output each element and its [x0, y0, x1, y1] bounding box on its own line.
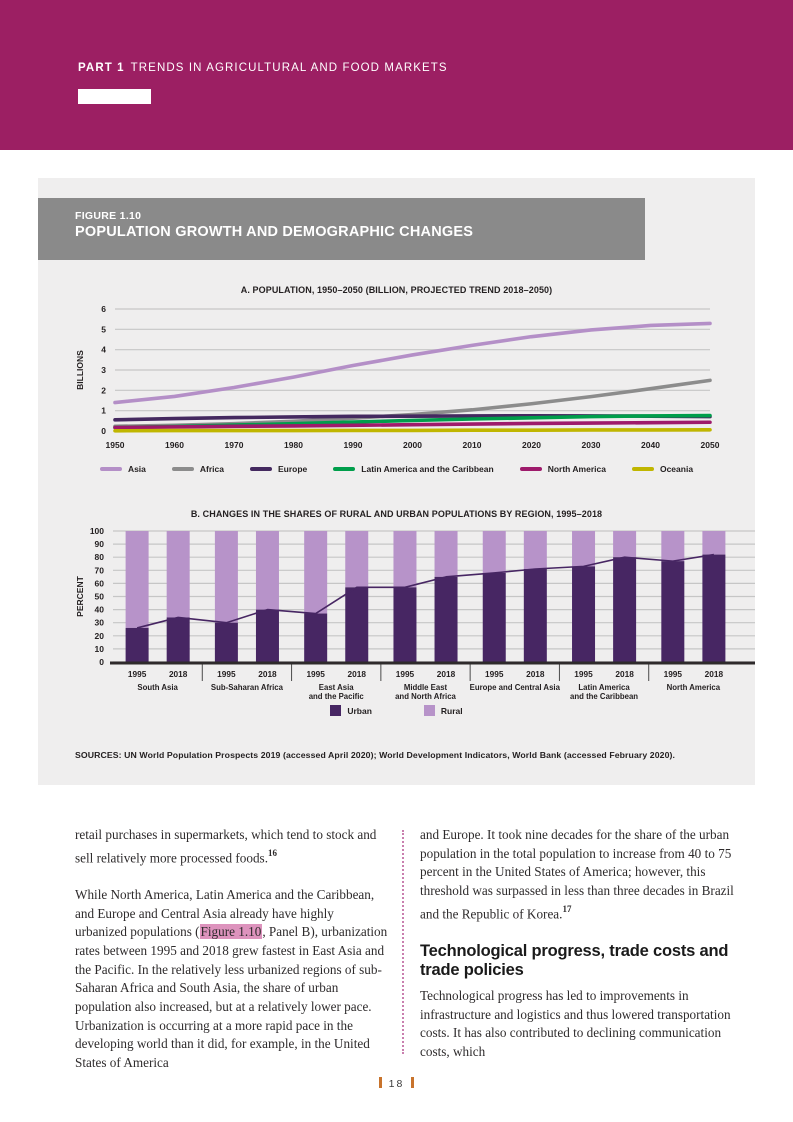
year-label: 2018: [704, 669, 724, 679]
x-tick-label: 2010: [462, 440, 482, 450]
part-banner: [0, 0, 793, 150]
legend-label: Latin America and the Caribbean: [361, 464, 494, 474]
paragraph: [420, 826, 734, 924]
x-tick-label: 1980: [284, 440, 303, 450]
legend-item: [330, 705, 372, 716]
rural-bar: [702, 531, 725, 555]
y-tick-label: 3: [101, 365, 106, 375]
legend-item: [333, 464, 493, 474]
body-column-right: [420, 826, 734, 1080]
column-divider: [402, 830, 404, 1054]
legend-swatch: [520, 467, 542, 471]
year-label: 2018: [526, 669, 545, 679]
year-label: 2018: [168, 669, 188, 679]
y-tick-label: 2: [101, 385, 106, 396]
urban-bar: [345, 587, 368, 662]
figure-panel: [38, 178, 755, 785]
year-label: 1995: [306, 669, 325, 679]
legend-label: Rural: [440, 705, 463, 716]
rural-bar: [256, 531, 279, 610]
population-line-chart: [38, 298, 755, 463]
footer-bar-right: [411, 1077, 414, 1088]
legend-swatch: [250, 467, 272, 471]
y-tick-label: 20: [94, 630, 104, 641]
legend-label: Asia: [127, 464, 146, 474]
chart-b-legend: [38, 705, 755, 716]
paragraph: [420, 987, 734, 1062]
urban-bar: [702, 555, 725, 662]
region-label: South Asia: [137, 683, 178, 692]
legend-item: [520, 464, 606, 474]
series-line-oceania: [115, 430, 710, 431]
y-tick-label: 5: [101, 324, 106, 335]
year-label: 1995: [663, 669, 683, 679]
x-tick-label: 2000: [403, 440, 422, 450]
paragraph-text: retail purchases in supermarkets, which tend to stock and sell relatively more processed foods.: [75, 827, 377, 866]
rural-bar: [345, 531, 368, 587]
rural-bar: [435, 531, 458, 577]
urban-bar: [435, 577, 458, 662]
rural-bar: [572, 531, 595, 566]
year-label: 1995: [574, 669, 593, 679]
y-tick-label: 0: [101, 426, 106, 436]
region-label: East Asia: [318, 683, 354, 692]
x-tick-label: 2050: [700, 440, 720, 450]
x-tick-label: 2020: [522, 440, 541, 450]
urban-bar: [215, 623, 238, 662]
y-tick-label: 6: [101, 304, 106, 314]
legend-swatch: [333, 467, 355, 471]
page-footer: [0, 1077, 793, 1090]
y-tick-label: 50: [94, 591, 104, 602]
rural-bar: [393, 531, 416, 587]
region-label: Europe and Central Asia: [469, 683, 560, 692]
region-label: and the Caribbean: [570, 692, 639, 701]
part-marker-box: [78, 89, 151, 104]
rural-bar: [524, 531, 547, 569]
x-tick-label: 1990: [343, 440, 363, 450]
paragraph: [75, 826, 389, 868]
urban-bar: [167, 617, 190, 662]
figure-sources: SOURCES: UN World Population Prospects 2019 (accessed April 2020); World Development Indicators, World Bank (accessed February 2020).: [75, 750, 676, 760]
figure-title: POPULATION GROWTH AND DEMOGRAPHIC CHANGES: [75, 224, 474, 240]
rural-bar: [613, 531, 636, 557]
year-label: 2018: [615, 669, 634, 679]
paragraph: [75, 886, 389, 1073]
page-number: 18: [388, 1078, 405, 1090]
x-tick-label: 2030: [581, 440, 601, 450]
urban-bar: [126, 628, 149, 662]
urban-rural-bar-chart: [38, 522, 755, 708]
body-column-left: [75, 826, 389, 1091]
legend-item: [100, 464, 146, 474]
legend-label: Urban: [347, 705, 372, 716]
legend-swatch: [172, 467, 194, 471]
y-tick-label: 40: [94, 604, 104, 615]
paragraph-text: , Panel B), urbanization rates between 1995 and 2018 grew fastest in East Asia and the Pacific. In the relatively less urbanized regions of sub-Saharan Africa and South Asia, the share of urban population also increased, but at a relatively lower pace. Urbanization is occurring at a more rapid pace in the developing world than it did, for example, in the United States of America: [75, 924, 388, 1071]
region-label: Latin America: [578, 683, 630, 692]
rural-bar: [167, 531, 190, 617]
paragraph-text: While North America, Latin America and the Caribbean, and Europe and Central Asia already have highly urbanized populations (: [75, 886, 375, 940]
legend-swatch: [100, 467, 122, 471]
legend-swatch: [424, 705, 435, 716]
year-label: 1995: [127, 669, 147, 679]
year-label: 2018: [258, 669, 277, 679]
rural-bar: [126, 531, 149, 628]
paragraph-text: Technological progress has led to improvements in infrastructure and logistics and thus lowered transportation costs. It has also contributed to declining communication costs, which: [420, 987, 731, 1060]
legend-item: [424, 705, 463, 716]
legend-item: [172, 464, 224, 474]
legend-item: [250, 464, 307, 474]
x-tick-label: 1950: [105, 440, 125, 450]
legend-swatch: [330, 705, 341, 716]
region-label: Middle East: [403, 683, 448, 692]
footnote-ref: 17: [562, 903, 572, 914]
urban-bar: [572, 566, 595, 662]
year-label: 2018: [347, 669, 366, 679]
y-tick-label: 70: [94, 565, 104, 576]
figure-titlebar: [38, 198, 645, 260]
section-heading: Technological progress, trade costs and trade policies: [420, 941, 729, 979]
region-label: and the Pacific: [308, 692, 364, 701]
legend-swatch: [632, 467, 654, 471]
rural-bar: [483, 531, 506, 573]
rural-bar: [661, 531, 684, 561]
y-tick-label: 80: [94, 552, 104, 563]
year-label: 1995: [485, 669, 504, 679]
figure-reference-link[interactable]: Figure 1.10: [200, 924, 262, 940]
urban-bar: [483, 573, 506, 662]
rural-bar: [215, 531, 238, 623]
legend-label: North America: [547, 464, 606, 474]
x-tick-label: 1970: [224, 440, 244, 450]
part-label: PART 1: [78, 62, 125, 74]
urban-bar: [613, 557, 636, 662]
urban-bar: [256, 610, 279, 662]
part-title: TRENDS IN AGRICULTURAL AND FOOD MARKETS: [130, 62, 448, 74]
year-label: 1995: [395, 669, 415, 679]
legend-item: [632, 464, 693, 474]
legend-label: Europe: [278, 464, 308, 474]
y-tick-label: 4: [101, 344, 106, 355]
urban-bar: [524, 569, 547, 662]
rural-bar: [304, 531, 327, 614]
legend-label: Africa: [199, 464, 224, 474]
y-tick-label: 1: [101, 405, 106, 416]
y-tick-label: 60: [94, 578, 104, 589]
region-label: Sub-Saharan Africa: [210, 683, 283, 692]
urban-bar: [393, 587, 416, 662]
y-tick-label: 30: [94, 617, 104, 628]
urban-bar: [661, 561, 684, 662]
chart-b-title: B. CHANGES IN THE SHARES OF RURAL AND URBAN POPULATIONS BY REGION, 1995–2018: [190, 509, 603, 519]
y-axis-label: PERCENT: [75, 576, 85, 617]
figure-label: FIGURE 1.10: [75, 210, 142, 222]
footnote-ref: 16: [268, 847, 277, 858]
chart-a-title: A. POPULATION, 1950–2050 (BILLION, PROJECTED TREND 2018–2050): [240, 285, 553, 295]
y-tick-label: 90: [94, 539, 104, 550]
x-tick-label: 2040: [641, 440, 660, 450]
x-tick-label: 1960: [165, 440, 184, 450]
urban-bar: [304, 614, 327, 662]
year-label: 1995: [217, 669, 236, 679]
part-heading: [78, 62, 448, 74]
chart-a-legend: [38, 464, 755, 474]
region-label: and North Africa: [395, 692, 456, 701]
region-label: North America: [666, 683, 721, 692]
footer-bar-left: [379, 1077, 382, 1088]
y-tick-label: 0: [99, 657, 104, 667]
y-axis-label: BILLIONS: [75, 350, 85, 390]
paragraph-text: and Europe. It took nine decades for the share of the urban population in the total population to increase from 40 to 75 percent in the United States of America; however, this threshold was surpassed in less than three decades in Brazil and the Republic of Korea.: [420, 827, 734, 922]
y-tick-label: 10: [94, 643, 104, 654]
legend-label: Oceania: [659, 464, 694, 474]
y-tick-label: 100: [89, 526, 104, 536]
year-label: 2018: [436, 669, 456, 679]
